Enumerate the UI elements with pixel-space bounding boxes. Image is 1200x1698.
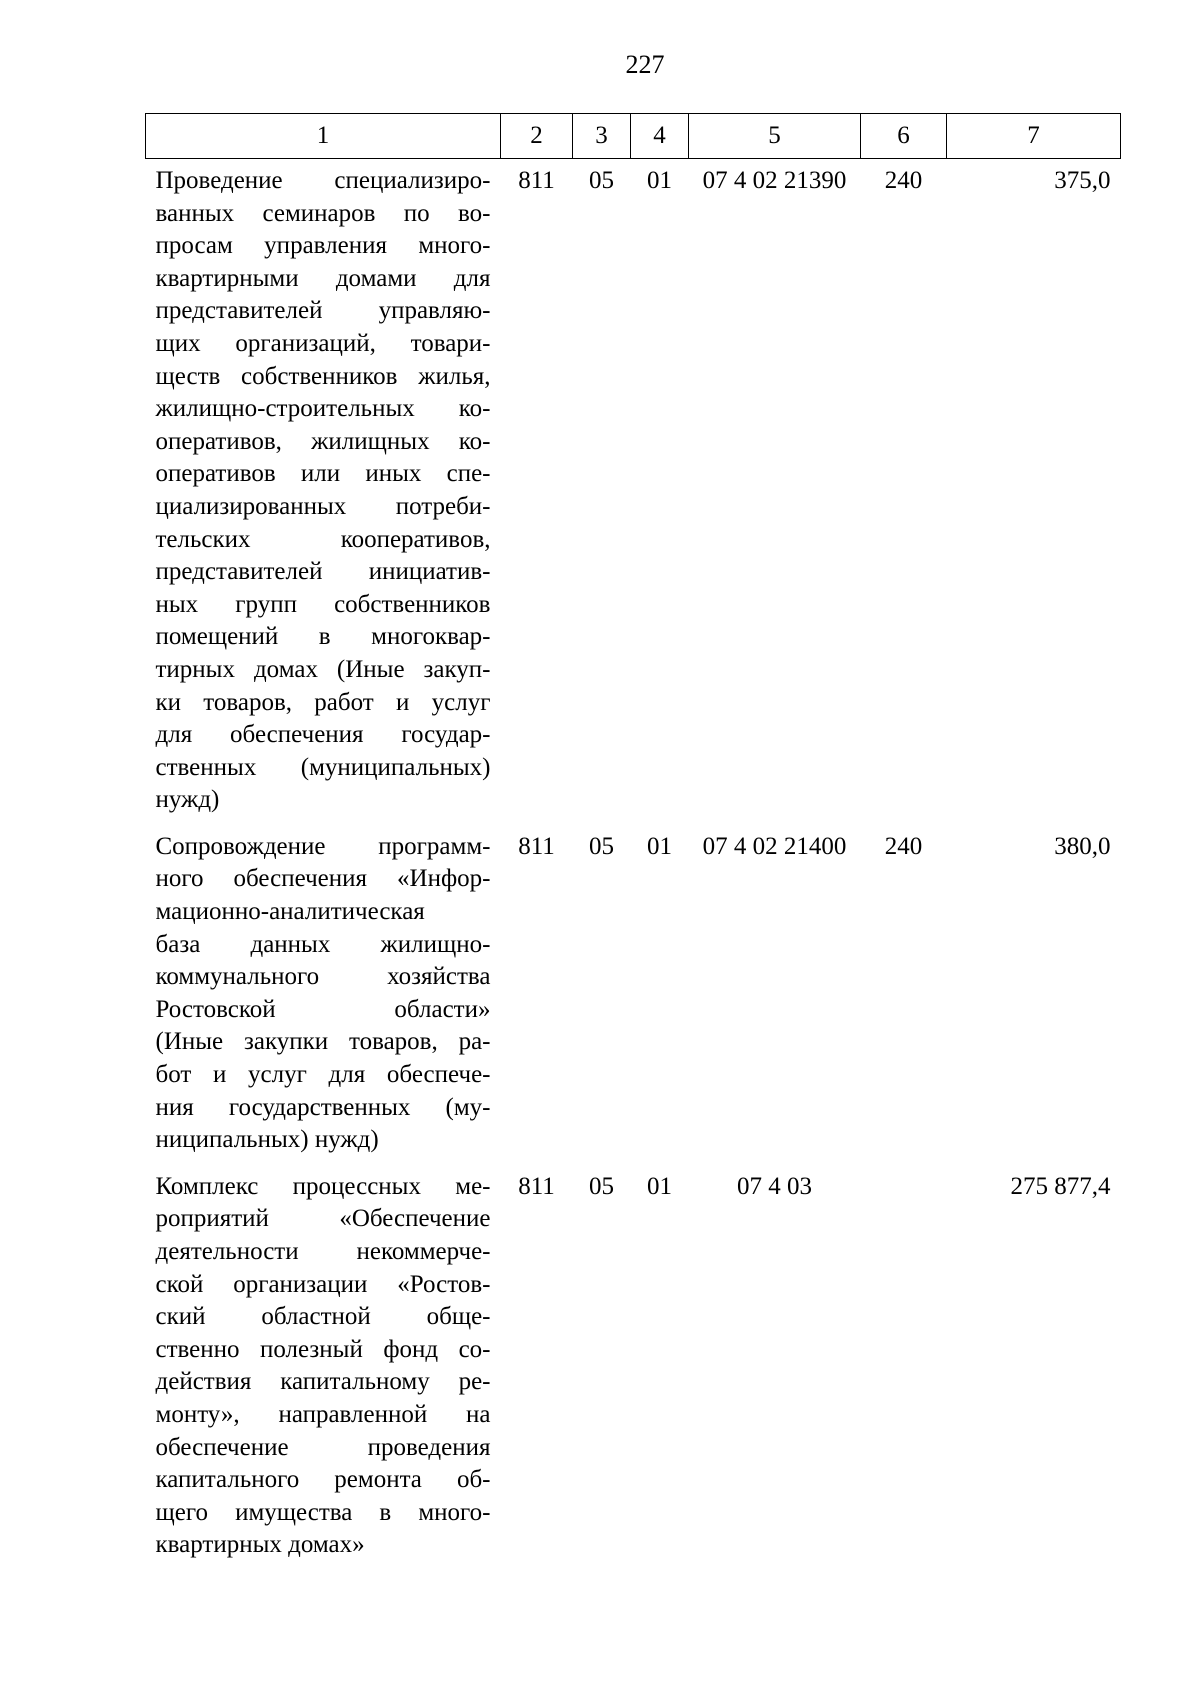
description-line: роприятий «Обеспечение bbox=[155, 1205, 491, 1233]
description-line: Ростовской области» bbox=[155, 995, 491, 1023]
description-line: тельских кооперативов, bbox=[155, 525, 491, 553]
subsection-code: 01 bbox=[647, 167, 672, 194]
description-line: квартирных домах» bbox=[155, 1531, 365, 1559]
description-line: помещений в многоквар- bbox=[155, 623, 491, 651]
description-line: ванных семинаров по во- bbox=[155, 199, 491, 227]
description-line: Сопровождение программ- bbox=[155, 832, 491, 860]
table-row bbox=[146, 1165, 1121, 1570]
column-header-2: 2 bbox=[501, 114, 573, 159]
column-header-1: 1 bbox=[146, 114, 501, 159]
description-line: нужд) bbox=[155, 786, 220, 814]
description-line: ки товаров, работ и услуг bbox=[155, 688, 491, 716]
description-line: коммунального хозяйства bbox=[155, 963, 491, 991]
ministry-code: 811 bbox=[518, 1172, 555, 1200]
description-line: квартирными домами для bbox=[155, 264, 491, 292]
description-line: ния государственных (му- bbox=[155, 1093, 491, 1121]
row-description bbox=[146, 825, 501, 1165]
description-line: ных групп собственников bbox=[155, 590, 491, 618]
description-line: капитального ремонта об- bbox=[155, 1466, 491, 1494]
description-line: представителей управляю- bbox=[155, 297, 491, 325]
expense-type-code bbox=[861, 1165, 947, 1570]
table-header-row bbox=[146, 114, 1121, 159]
column-header-3: 3 bbox=[573, 114, 631, 159]
description-line: ский областной обще- bbox=[155, 1303, 491, 1331]
description-line: для обеспечения государ- bbox=[155, 721, 491, 749]
column-header-6: 6 bbox=[861, 114, 947, 159]
section-code: 05 bbox=[589, 167, 614, 194]
description-line: база данных жилищно- bbox=[155, 930, 491, 958]
amount: 375,0 bbox=[1054, 167, 1111, 194]
description-line: ниципальных) нужд) bbox=[155, 1126, 379, 1154]
column-header-7: 7 bbox=[947, 114, 1121, 159]
column-header-5: 5 bbox=[689, 114, 861, 159]
column-header-4: 4 bbox=[631, 114, 689, 159]
budget-table bbox=[145, 113, 1121, 1570]
section-code: 05 bbox=[589, 1172, 614, 1200]
description-line: тирных домах (Иные закуп- bbox=[155, 655, 491, 683]
description-line: ской организации «Ростов- bbox=[155, 1270, 491, 1298]
ministry-code: 811 bbox=[518, 832, 555, 860]
description-line: Проведение специализиро- bbox=[155, 167, 491, 194]
description-line: мационно-аналитическая bbox=[155, 898, 425, 926]
description-line: монту», направленной на bbox=[155, 1400, 491, 1428]
table-row bbox=[146, 159, 1121, 825]
description-line: жилищно-строительных ко- bbox=[155, 395, 491, 423]
page-number: 227 bbox=[625, 50, 665, 79]
amount: 380,0 bbox=[1054, 832, 1111, 860]
description-line: ного обеспечения «Инфор- bbox=[155, 865, 491, 893]
description-line: циализированных потреби- bbox=[155, 492, 491, 520]
description-line: деятельности некоммерче- bbox=[155, 1238, 491, 1265]
description-line: ществ собственников жилья, bbox=[155, 362, 491, 390]
description-line: (Иные закупки товаров, ра- bbox=[155, 1028, 491, 1056]
description-line: просам управления много- bbox=[155, 232, 491, 260]
target-article-code: 07 4 02 21390 bbox=[702, 167, 847, 194]
row-description bbox=[146, 159, 501, 825]
description-line: обеспечение проведения bbox=[155, 1433, 491, 1461]
description-line: щего имущества в много- bbox=[155, 1498, 491, 1526]
description-line: бот и услуг для обеспече- bbox=[155, 1061, 491, 1089]
ministry-code: 811 bbox=[518, 167, 555, 194]
description-line: представителей инициатив- bbox=[155, 558, 491, 586]
target-article-code: 07 4 03 bbox=[737, 1172, 812, 1200]
description-line: ственных (муниципальных) bbox=[155, 753, 491, 781]
description-line: оперативов или иных спе- bbox=[155, 460, 491, 488]
table-row bbox=[146, 825, 1121, 1165]
expense-type-code: 240 bbox=[884, 832, 923, 860]
amount: 275 877,4 bbox=[1010, 1172, 1111, 1200]
subsection-code: 01 bbox=[647, 1172, 672, 1200]
subsection-code: 01 bbox=[647, 832, 672, 860]
target-article-code: 07 4 02 21400 bbox=[702, 832, 847, 860]
description-line: оперативов, жилищных ко- bbox=[155, 427, 491, 455]
section-code: 05 bbox=[589, 832, 614, 860]
row-description bbox=[146, 1165, 501, 1570]
expense-type-code: 240 bbox=[884, 167, 923, 194]
description-line: ственно полезный фонд со- bbox=[155, 1335, 491, 1363]
description-line: щих организаций, товари- bbox=[155, 329, 491, 357]
description-line: действия капитальному ре- bbox=[155, 1368, 491, 1396]
description-line: Комплекс процессных ме- bbox=[155, 1172, 491, 1200]
